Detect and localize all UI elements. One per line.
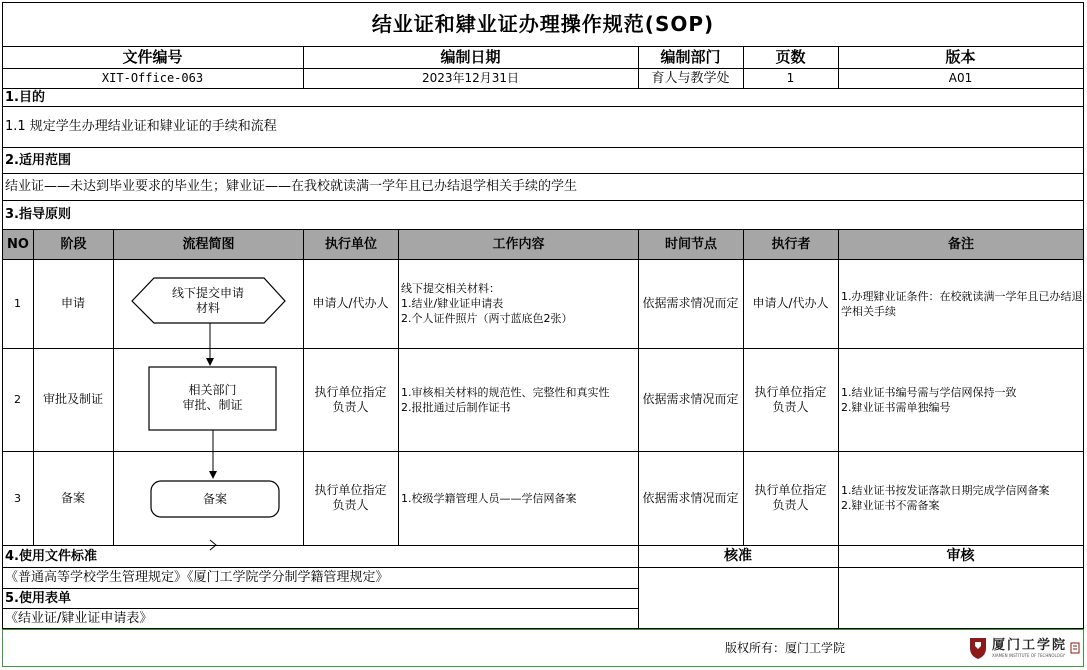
col-header-flow: 流程简图 [114, 230, 303, 259]
row1-time: 依据需求情况而定 [642, 296, 739, 310]
row2-executor: 执行单位指定 负责人 [754, 384, 827, 414]
section-purpose-heading: 1.目的 [5, 89, 45, 105]
meta-header-doc-no: 文件编号 [122, 47, 183, 66]
row2-no: 2 [14, 393, 21, 406]
row1-unit: 申请人/代办人 [312, 296, 389, 310]
col-header-unit: 执行单位 [304, 230, 398, 259]
row1-remark: 1.办理肄业证条件：在校就读满一学年且已办结退学相关手续 [841, 289, 1083, 318]
col-header-executor: 执行者 [744, 230, 838, 259]
row2-unit: 执行单位指定 负责人 [314, 384, 387, 414]
section-standards-heading: 4.使用文件标准 [5, 548, 97, 564]
meta-header-pages: 页数 [775, 47, 806, 66]
row3-stage: 备案 [60, 490, 85, 505]
review-label: 审核 [946, 547, 975, 564]
logo-subtext: XIAMEN INSTITUTE OF TECHNOLOGY [992, 653, 1066, 658]
row2-time: 依据需求情况而定 [642, 392, 739, 406]
row3-unit: 执行单位指定 负责人 [314, 483, 387, 512]
row1-executor: 申请人/代办人 [752, 296, 829, 310]
row1-no: 1 [14, 297, 21, 310]
section-forms-content: 《结业证/肄业证申请表》 [5, 610, 153, 626]
meta-header-date: 编制日期 [440, 47, 501, 66]
arrow-down-icon [206, 358, 214, 366]
copyright-text: 版权所有：厦门工学院 [724, 640, 845, 655]
row1-stage: 申请 [60, 296, 85, 310]
row1-content: 线下提交相关材料： 1.结业/肄业证申请表 2.个人证件照片（两寸蓝底色2张） [401, 282, 573, 325]
footer-bar [2, 629, 1084, 667]
seal-icon [1070, 642, 1080, 654]
meta-department: 育人与教学处 [651, 70, 730, 86]
section-scope-heading: 2.适用范围 [5, 152, 71, 168]
section-standards-content: 《普通高等学校学生管理规定》《厦门工学院学分制学籍管理规定》 [5, 570, 389, 585]
meta-doc-no: XIT-Office-063 [101, 70, 204, 85]
row3-remark: 1.结业证书按发证落款日期完成学信网备案 2.肄业证书不需备案 [841, 484, 1050, 512]
col-header-content: 工作内容 [399, 230, 638, 259]
school-logo [968, 633, 1080, 663]
row3-executor: 执行单位指定 负责人 [754, 483, 827, 512]
col-header-no: NO [3, 230, 33, 259]
meta-version: A01 [948, 70, 973, 85]
col-header-stage: 阶段 [34, 230, 113, 259]
row3-time: 依据需求情况而定 [642, 490, 739, 505]
row2-content: 1.审核相关材料的规范性、完整性和真实性 2.报批通过后制作证书 [401, 385, 610, 414]
section-purpose-content: 1.1 规定学生办理结业证和肄业证的手续和流程 [5, 119, 277, 134]
row3-no: 3 [14, 491, 21, 505]
col-header-time: 时间节点 [639, 230, 743, 259]
row3-content: 1.校级学籍管理人员——学信网备案 [401, 491, 577, 505]
meta-header-department: 编制部门 [660, 47, 721, 66]
flow-step-3-label: 备案 [202, 491, 227, 506]
meta-date: 2023年12月31日 [421, 70, 520, 85]
approve-label: 核准 [724, 547, 752, 564]
section-scope-content: 结业证——未达到毕业要求的毕业生；肄业证——在我校就读满一学年且已办结退学相关手续的学生 [5, 179, 578, 194]
col-header-remark: 备注 [839, 230, 1083, 259]
meta-header-version: 版本 [945, 47, 976, 66]
row2-stage: 审批及制证 [42, 392, 103, 406]
meta-pages: 1 [786, 70, 795, 85]
section-guidelines-heading: 3.指导原则 [5, 207, 71, 222]
logo-text: 厦门工学院 [992, 638, 1068, 653]
document-title: 结业证和肄业证办理操作规范(SOP) [371, 11, 715, 36]
section-forms-heading: 5.使用表单 [5, 590, 71, 606]
school-emblem-icon [968, 636, 988, 660]
flow-step-2-label: 相关部门 审批、制证 [182, 383, 243, 412]
row2-remark: 1.结业证书编号需与学信网保持一致 2.肄业证书需单独编号 [841, 385, 1017, 414]
arrow-down-icon [209, 471, 217, 479]
flow-step-1-label: 线下提交申请 材料 [171, 286, 244, 315]
